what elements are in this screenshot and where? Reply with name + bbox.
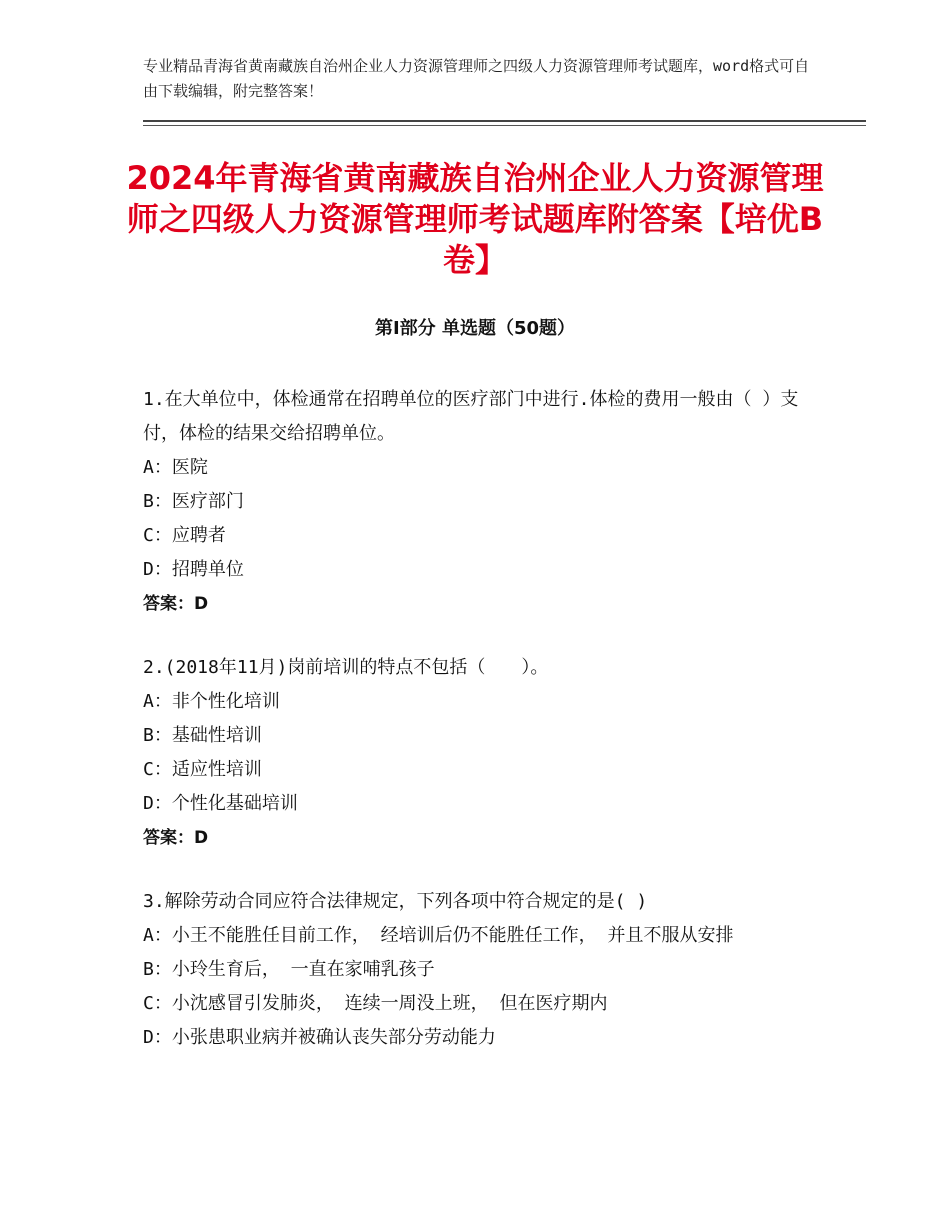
option-c: C：应聘者 — [143, 525, 226, 546]
answer-label: 答案：D — [143, 594, 209, 614]
header-divider-thin — [143, 125, 866, 126]
option-a: A：医院 — [143, 457, 208, 478]
question-stem: 3.解除劳动合同应符合法律规定，下列各项中符合规定的是( ) — [143, 891, 648, 912]
header-divider-thick — [143, 120, 866, 122]
section-title: 第Ⅰ部分 单选题（50题） — [374, 318, 575, 339]
option-b: B：基础性培训 — [143, 725, 262, 746]
option-d: D：小张患职业病并被确认丧失部分劳动能力 — [143, 1027, 496, 1048]
option-c: C：小沈感冒引发肺炎， 连续一周没上班， 但在医疗期内 — [143, 993, 608, 1014]
question-stem: 1.在大单位中，体检通常在招聘单位的医疗部门中进行.体检的费用一般由（ ）支付，体检的结果交给招聘单位。 — [143, 389, 799, 444]
question-3 — [143, 885, 807, 1055]
document-header-note: 专业精品青海省黄南藏族自治州企业人力资源管理师之四级人力资源管理师考试题库，word格式可自由下载编辑，附完整答案！ — [143, 57, 810, 100]
question-list — [143, 383, 807, 1085]
option-a: A：小王不能胜任目前工作， 经培训后仍不能胜任工作， 并且不服从安排 — [143, 925, 734, 946]
question-stem: 2.(2018年11月)岗前培训的特点不包括（ ）。 — [143, 657, 549, 678]
option-d: D：个性化基础培训 — [143, 793, 298, 814]
question-1 — [143, 383, 807, 621]
answer-label: 答案：D — [143, 828, 209, 848]
option-c: C：适应性培训 — [143, 759, 262, 780]
option-b: B：小玲生育后， 一直在家哺乳孩子 — [143, 959, 435, 980]
option-a: A：非个性化培训 — [143, 691, 280, 712]
question-2 — [143, 651, 807, 855]
option-b: B：医疗部门 — [143, 491, 244, 512]
option-d: D：招聘单位 — [143, 559, 244, 580]
document-title: 2024年青海省黄南藏族自治州企业人力资源管理师之四级人力资源管理师考试题库附答案【培优B卷】 — [126, 159, 824, 279]
